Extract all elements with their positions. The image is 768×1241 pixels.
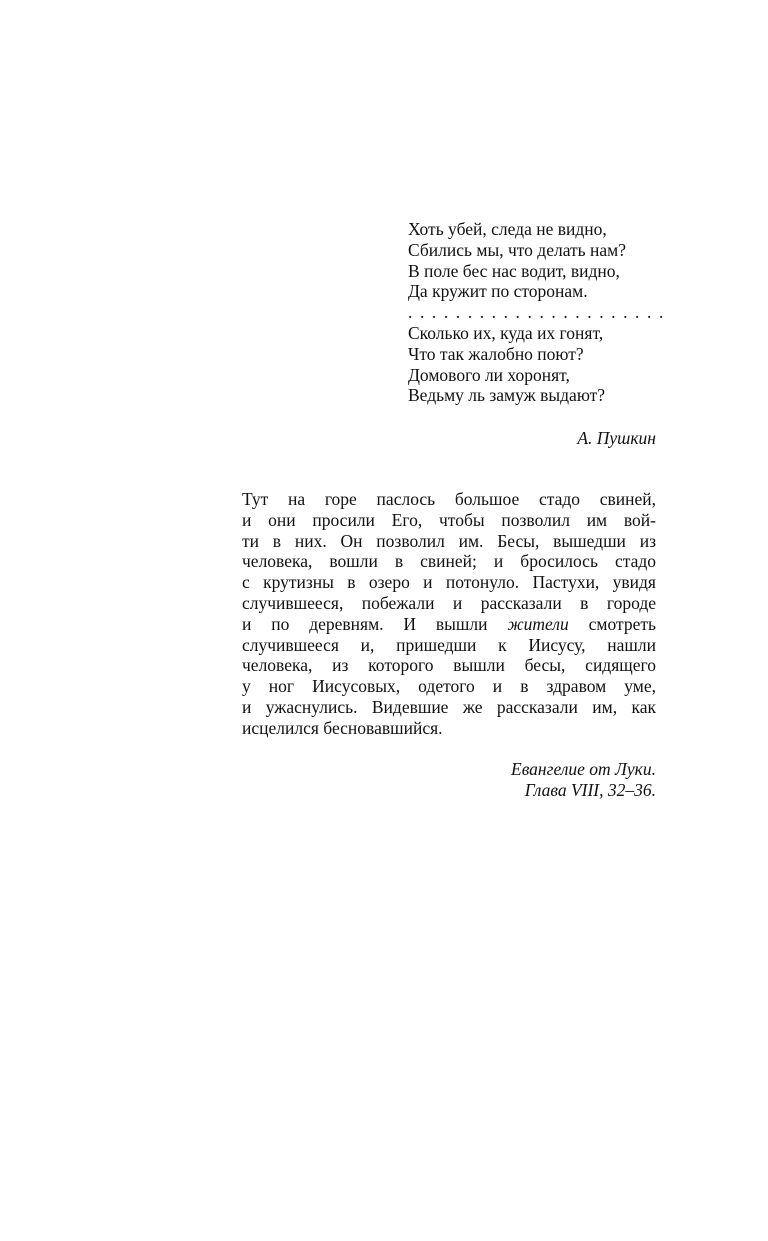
poem-line: Хоть убей, следа не видно, bbox=[408, 219, 607, 239]
poem-line: Сбились мы, что делать нам? bbox=[408, 239, 626, 260]
gospel-attribution-book: Евангелие от Луки. bbox=[511, 759, 656, 779]
poem-line: Да кружит по сторонам. bbox=[408, 281, 588, 302]
prose-line: Тут на горе паслось большое стадо свиней, bbox=[242, 489, 656, 509]
gospel-attribution-chapter: Глава VIII, 32–36. bbox=[524, 779, 656, 800]
prose-line: человека, из которого вышли бесы, сидящего bbox=[242, 655, 656, 676]
poem-attribution: А. Пушкин bbox=[577, 428, 656, 448]
prose-line: случившееся, побежали и рассказали в городе bbox=[242, 592, 656, 613]
prose-line: человека, вошли в свиней; и бросилось стадо bbox=[242, 551, 656, 572]
prose-line: и ужаснулись. Видевшие же рассказали им, как bbox=[242, 696, 656, 717]
prose-line-with-italic bbox=[242, 614, 656, 635]
poem-line: Ведьму ль замуж выдают? bbox=[408, 385, 606, 406]
prose-line: с крутизны в озеро и потонуло. Пастухи, увидя bbox=[242, 572, 656, 593]
prose-line: исцелился бесновавшийся. bbox=[242, 717, 443, 738]
gospel-epigraph bbox=[242, 489, 656, 739]
prose-line: ти в них. Он позволил им. Бесы, вышедши из bbox=[242, 530, 656, 551]
prose-line: у ног Иисусовых, одетого и в здравом уме, bbox=[242, 676, 656, 697]
prose-line: случившееся и, пришедши к Иисусу, нашли bbox=[242, 634, 656, 655]
prose-text-segment: смотреть bbox=[568, 613, 657, 634]
prose-italic-word: жители bbox=[507, 613, 569, 634]
prose-line: и они просили Его, чтобы позволил им вой- bbox=[242, 509, 656, 530]
poem-epigraph bbox=[408, 219, 665, 406]
poem-line: Что так жалобно поют? bbox=[408, 343, 584, 364]
gospel-attribution bbox=[242, 759, 656, 801]
poem-line: Сколько их, куда их гонят, bbox=[408, 322, 604, 343]
poem-line: Домового ли хоронят, bbox=[408, 364, 570, 385]
poem-ellipsis-line: . . . . . . . . . . . . . . . . . . . . . . bbox=[408, 302, 665, 323]
poem-line: В поле бес нас водит, видно, bbox=[408, 260, 620, 281]
prose-text-segment: и по деревням. И вышли bbox=[242, 613, 508, 634]
